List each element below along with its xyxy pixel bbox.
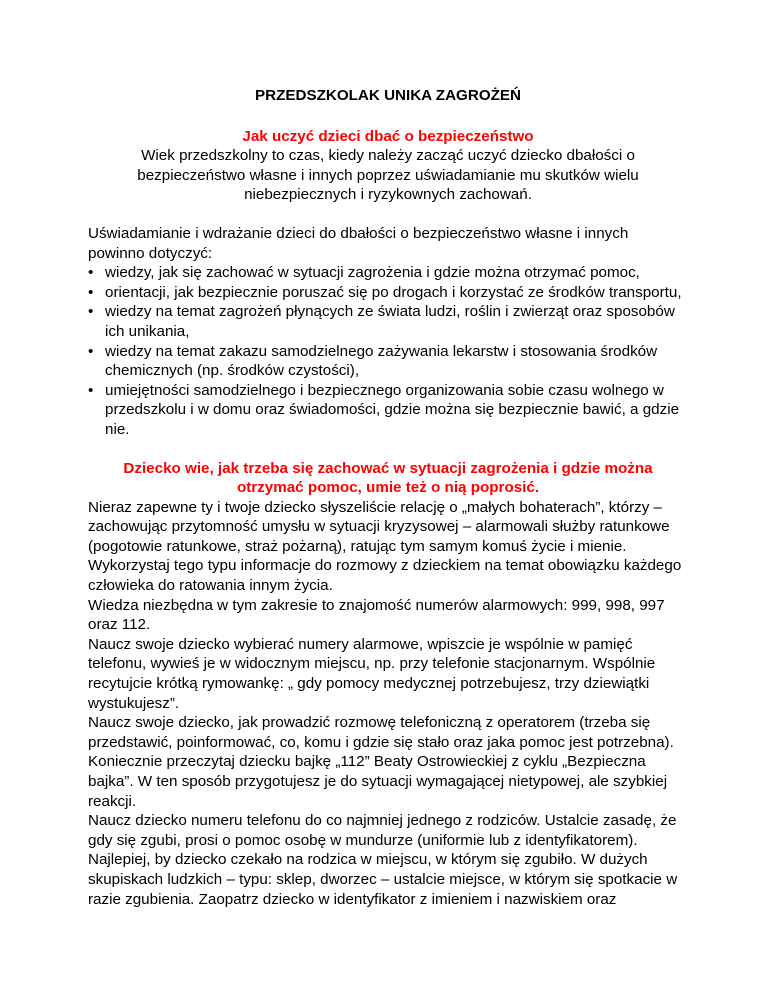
list-item: • wiedzy na temat zakazu samodzielnego zażywania lekarstw i stosowania środków chemicznych (np. środków czystości),: [88, 342, 658, 380]
bullet-icon: •: [88, 303, 94, 321]
list-item: • orientacji, jak bezpiecznie poruszać się po drogach i korzystać ze środków transportu,: [88, 283, 682, 301]
list-item: • wiedzy na temat zagrożeń płynących ze świata ludzi, roślin i zwierząt oraz sposobów ich unikania,: [88, 303, 675, 340]
section2-heading: Dziecko wie, jak trzeba się zachować w sytuacji zagrożenia i gdzie można otrzymać pomoc, umie też o nią poprosić.: [123, 459, 653, 497]
bullet-list: [88, 263, 688, 439]
bullet-icon: •: [88, 342, 94, 360]
paragraph: Koniecznie przeczytaj dziecku bajkę „112” Beaty Ostrowieckiej z cyklu „Bezpieczna bajka”. W ten sposób przygotujesz je do sytuacji wymagającej nietypowej, ale szybkiej reakcji.: [88, 753, 668, 810]
document-body: [88, 86, 688, 909]
paragraph: Naucz dziecko numeru telefonu do co najmniej jednego z rodziców. Ustalcie zasadę, że gdy się zgubi, prosi o pomoc osobę w mundurze (uniformie lub z identyfikatorem). Najlepiej, by dziecko czekało na rodzica w miejscu, w którym się zgubiło. W dużych skupiskach ludzkich – typu: sklep, dworzec – ustalcie miejsce, w którym się spotkacie w razie zgubienia. Zaopatrz dziecko w identyfikator z imieniem i nazwiskiem oraz: [88, 812, 678, 908]
intro-text: Uświadamianie i wdrażanie dzieci do dbałości o bezpieczeństwo własne i innych powinno dotyczyć:: [88, 224, 629, 262]
list-item: • umiejętności samodzielnego i bezpiecznego organizowania sobie czasu wolnego w przedszkolu i w domu oraz świadomości, gdzie można się bezpiecznie bawić, a gdzie nie.: [88, 381, 680, 438]
paragraph: Naucz swoje dziecko wybierać numery alarmowe, wpiszcie je wspólnie w pamięć telefonu, wywieś je w widocznym miejscu, np. przy telefonie stacjonarnym. Wspólnie recytujcie krótką rymowankę: „ gdy pomocy medycznej potrzebujesz, trzy dziewiątki wystukujesz”.: [88, 635, 656, 712]
document-title: PRZEDSZKOLAK UNIKA ZAGROŻEŃ: [254, 87, 522, 104]
bullet-icon: •: [88, 381, 94, 399]
paragraph: Nieraz zapewne ty i twoje dziecko słyszeliście relację o „małych bohaterach”, którzy – zachowując przytomność umysłu w sytuacji kryzysowej – alarmowali służby ratunkowe (pogotowie ratunkowe, straż pożarną), ratując tym samym komuś życie i mienie. Wykorzystaj tego typu informacje do rozmowy z dzieckiem na temat obowiązku każdego człowieka do ratowania innym życia.: [88, 498, 682, 595]
paragraph: Naucz swoje dziecko, jak prowadzić rozmowę telefoniczną z operatorem (trzeba się przedstawić, poinformować, co, komu i gdzie się stało oraz jaka pomoc jest potrzebna).: [88, 714, 674, 751]
section1-heading: Jak uczyć dzieci dbać o bezpieczeństwo: [242, 127, 534, 145]
spacer: [88, 205, 688, 224]
section1-text: Wiek przedszkolny to czas, kiedy należy zacząć uczyć dziecko dbałości o bezpieczeństwo własne i innych poprzez uświadamianie mu skutków wielu niebezpiecznych i ryzykownych zachowań.: [137, 147, 639, 204]
bullet-icon: •: [88, 283, 94, 301]
spacer: [88, 440, 688, 459]
list-item: • wiedzy, jak się zachować w sytuacji zagrożenia i gdzie można otrzymać pomoc,: [88, 264, 640, 282]
bullet-icon: •: [88, 264, 94, 282]
paragraph: Wiedza niezbędna w tym zakresie to znajomość numerów alarmowych: 999, 998, 997 oraz 112.: [88, 596, 665, 634]
